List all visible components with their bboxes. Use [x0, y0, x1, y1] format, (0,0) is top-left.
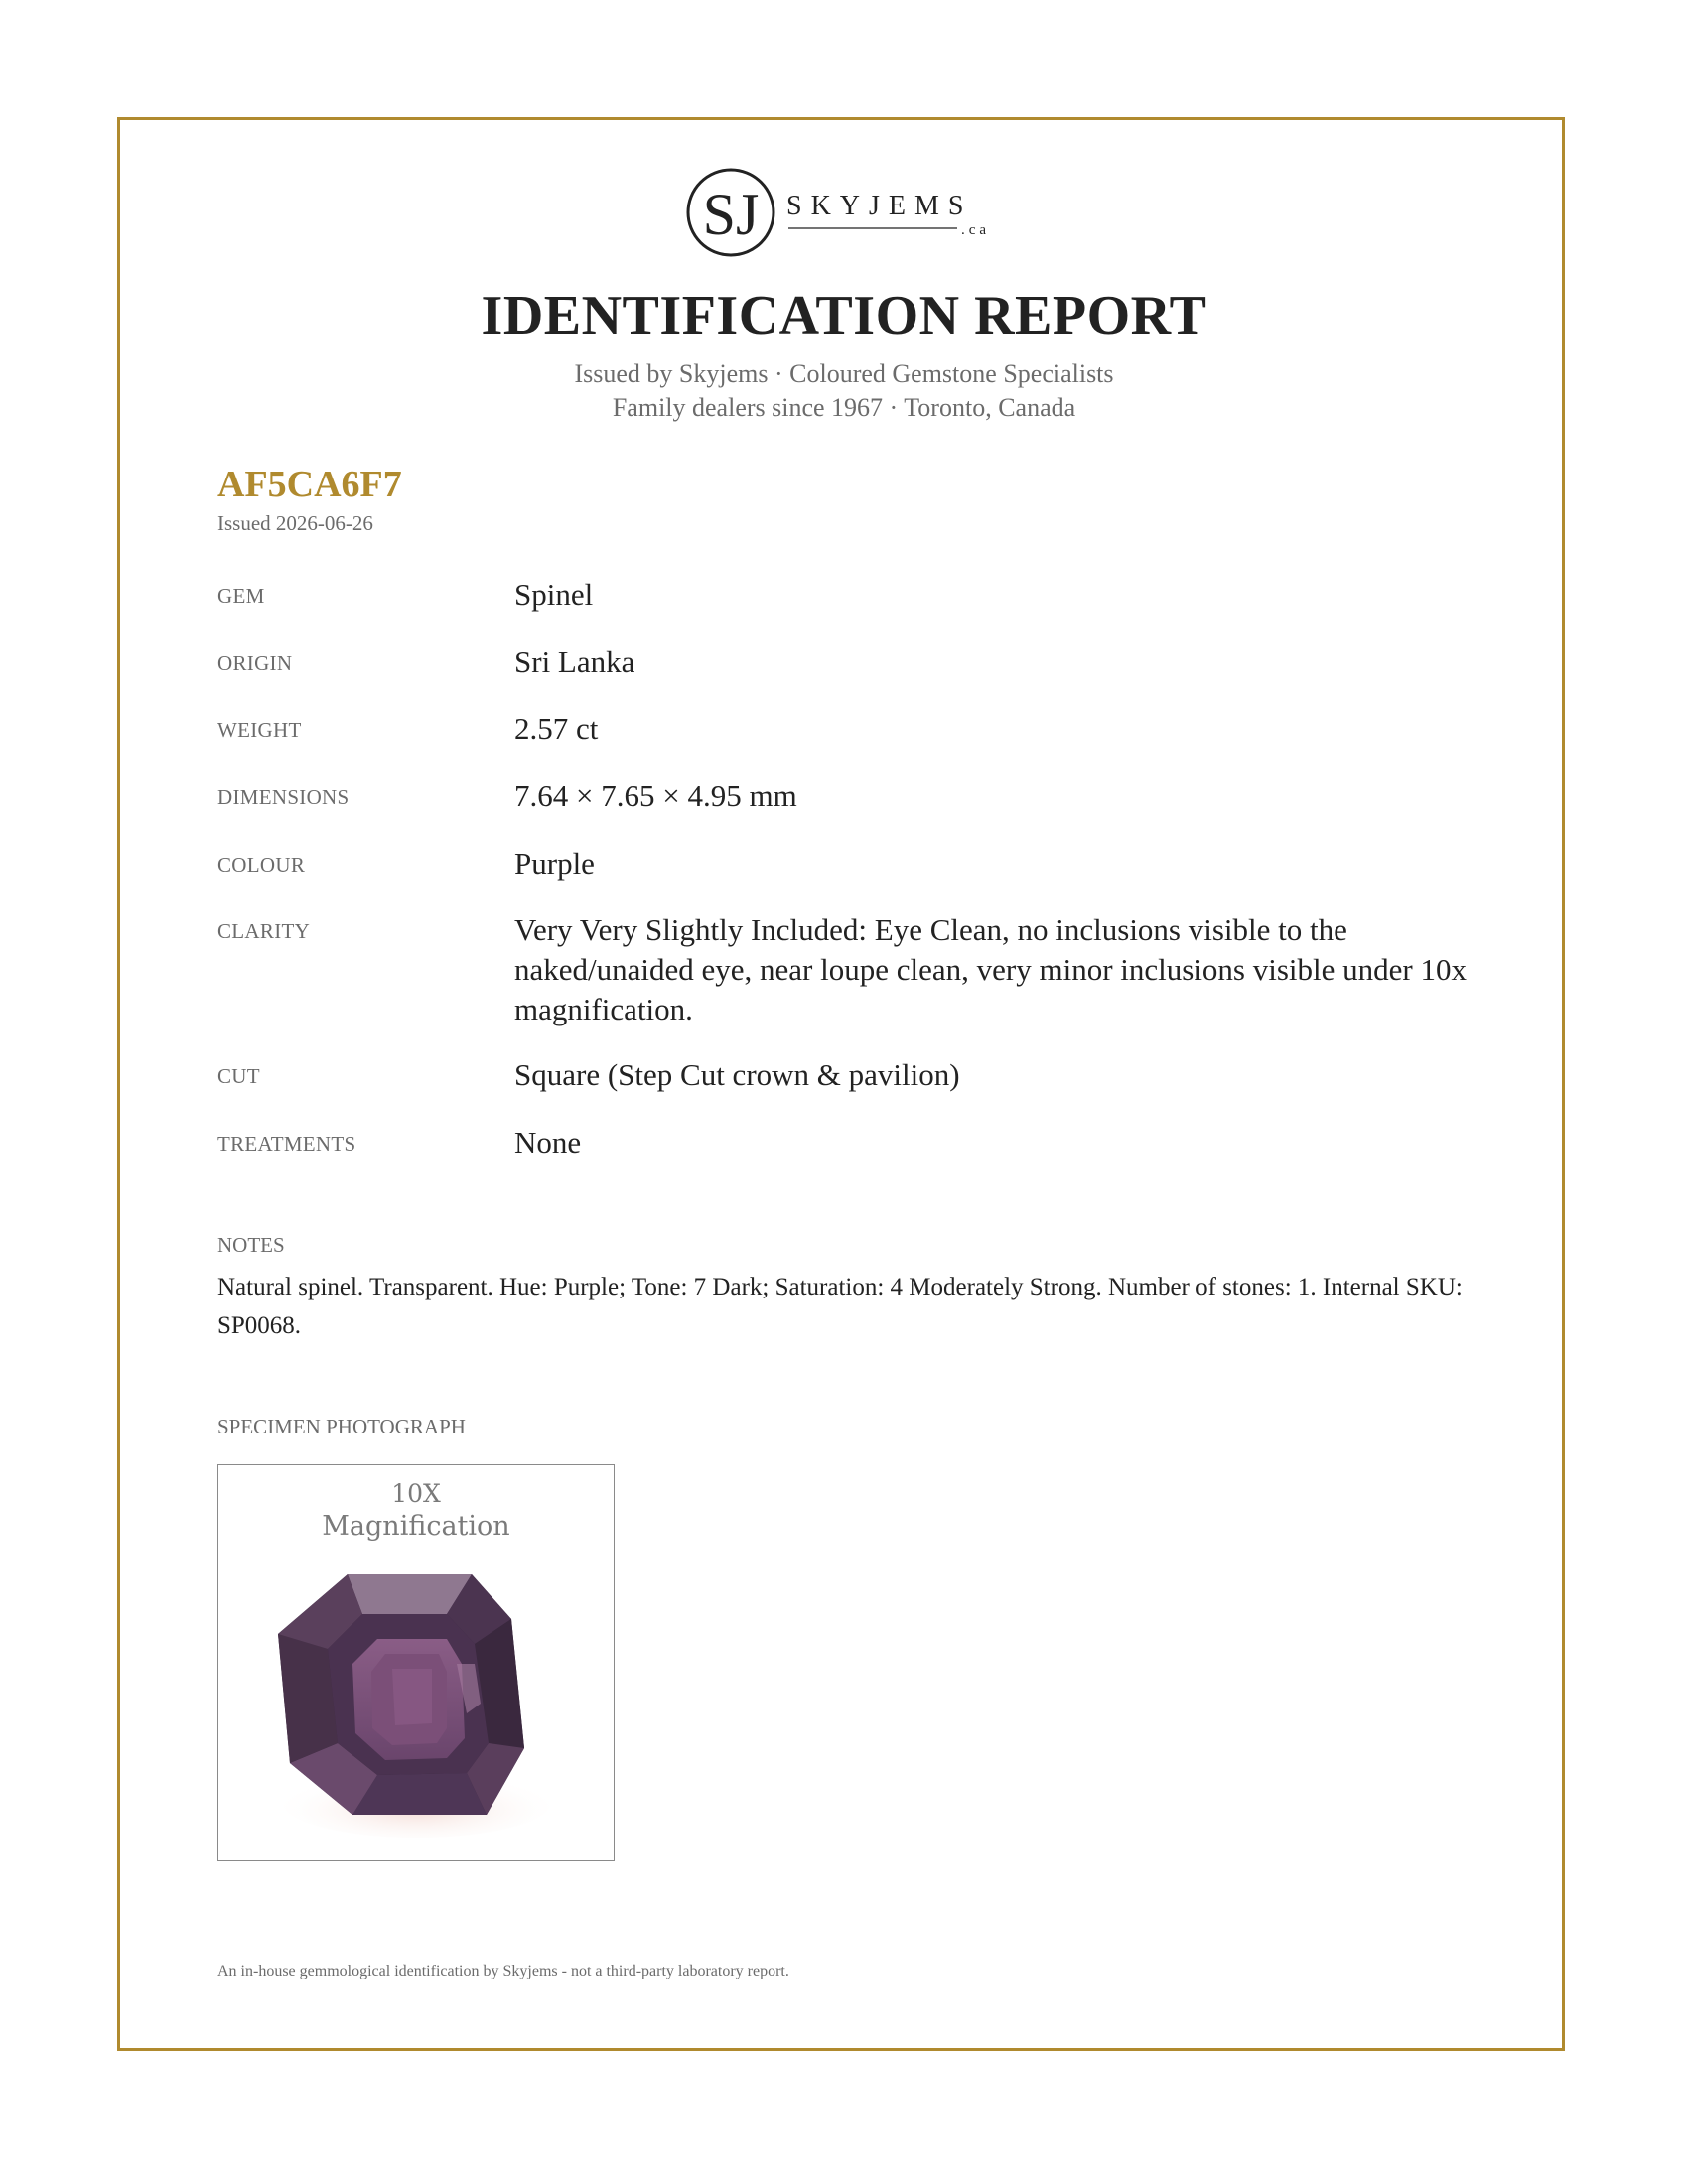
weight-value: 2.57 ct [514, 711, 599, 746]
specimen-photo [217, 1464, 615, 1861]
issue-date: Issued 2026-06-26 [217, 511, 373, 535]
treatments-value: None [514, 1125, 582, 1160]
weight-label: WEIGHT [217, 718, 302, 742]
logo-monogram: SJ [702, 182, 760, 247]
colour-value: Purple [514, 846, 595, 881]
gem-image [268, 1555, 566, 1852]
dimensions-value: 7.64 × 7.65 × 4.95 mm [514, 778, 797, 813]
gem-value: Spinel [514, 577, 594, 612]
clarity-label: CLARITY [217, 919, 311, 943]
logo-domain: .ca [961, 222, 991, 238]
report-id: AF5CA6F7 [217, 464, 402, 505]
origin-label: ORIGIN [217, 651, 293, 675]
skyjems-logo [683, 163, 1011, 262]
notes-text: Natural spinel. Transparent. Hue: Purple; Tone: 7 Dark; Saturation: 4 Moderately Strong. Number of stones: 1. Internal SKU: SP0068. [217, 1274, 1463, 1339]
logo-wordmark: SKYJEMS [786, 191, 973, 221]
treatments-label: TREATMENTS [217, 1132, 356, 1156]
cut-value: Square (Step Cut crown & pavilion) [514, 1057, 960, 1092]
magnification-label: Magnification [322, 1511, 510, 1542]
colour-label: COLOUR [217, 853, 306, 877]
photo-label: SPECIMEN PHOTOGRAPH [217, 1415, 466, 1438]
notes-label: NOTES [217, 1233, 285, 1257]
dimensions-label: DIMENSIONS [217, 785, 350, 809]
location-line: Family dealers since 1967 · Toronto, Canada [612, 393, 1076, 422]
clarity-value: Very Very Slightly Included: Eye Clean, no inclusions visible to the naked/unaided eye, near loupe clean, very minor inclusions visible under 10x magnification. [514, 912, 1467, 1026]
disclaimer-footer: An in-house gemmological identification by Skyjems - not a third-party laboratory report. [217, 1963, 789, 1979]
gem-label: GEM [217, 584, 265, 608]
issuer-line: Issued by Skyjems · Coloured Gemstone Specialists [574, 359, 1114, 388]
cut-label: CUT [217, 1064, 260, 1088]
origin-value: Sri Lanka [514, 644, 635, 679]
magnification-value: 10X [391, 1479, 441, 1508]
report-title: IDENTIFICATION REPORT [481, 285, 1207, 346]
